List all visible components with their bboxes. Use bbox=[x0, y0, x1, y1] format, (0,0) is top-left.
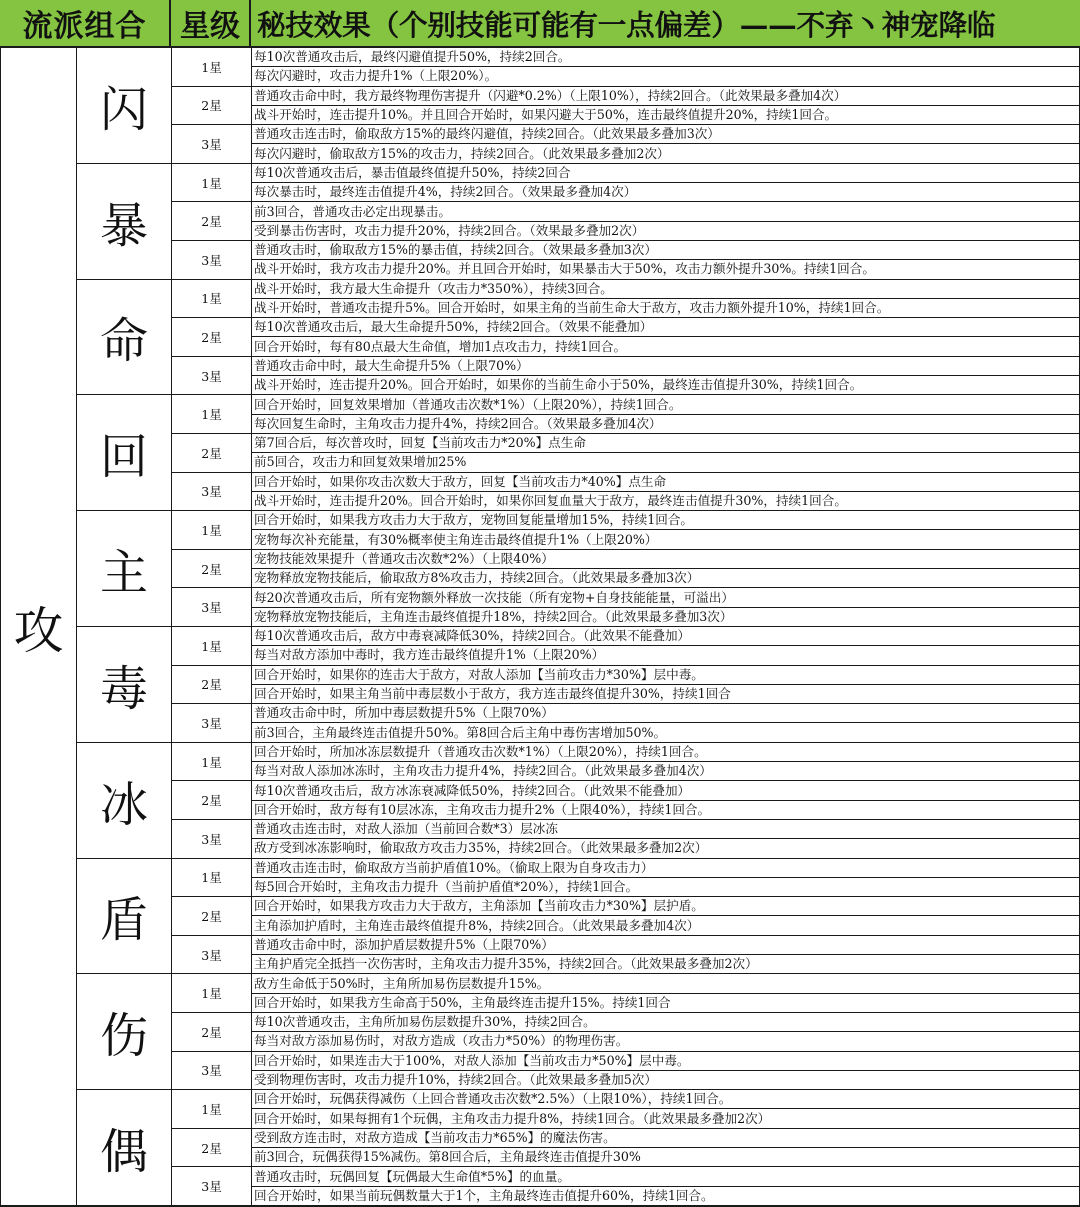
star-level: 1星 bbox=[172, 974, 252, 1013]
school-name: 冰 bbox=[77, 743, 172, 859]
category-label: 攻 bbox=[1, 48, 77, 1205]
star-level: 2星 bbox=[172, 1013, 252, 1052]
effect-line: 回合开始时，敌方每有10层冰冻，主角攻击力提升2%（上限40%），持续1回合。 bbox=[252, 801, 1080, 820]
star-level: 3星 bbox=[172, 1052, 252, 1091]
effect-line: 普通攻击命中时，我方最终物理伤害提升（闪避*0.2%）（上限10%），持续2回合。（此效果最多叠加4次） bbox=[252, 87, 1080, 106]
star-level: 2星 bbox=[172, 434, 252, 473]
effect-line: 战斗开始时，连击提升20%。回合开始时，如果你的当前生命小于50%，最终连击值提升30%，持续1回合。 bbox=[252, 376, 1080, 395]
effect-line: 第7回合后，每次普攻时，回复【当前攻击力*20%】点生命 bbox=[252, 434, 1080, 453]
effect-line: 每10次普通攻击后，暴击值最终值提升50%，持续2回合 bbox=[252, 164, 1080, 183]
school-name: 伤 bbox=[77, 974, 172, 1090]
effect-line: 战斗开始时，我方攻击力提升20%。并且回合开始时，如果暴击大于50%，攻击力额外提升30%。持续1回合。 bbox=[252, 260, 1080, 279]
effect-line: 普通攻击命中时，最大生命提升5%（上限70%） bbox=[252, 357, 1080, 376]
effect-line: 每10次普通攻击后，敌方冰冻衰减降低50%，持续2回合。（此效果不能叠加） bbox=[252, 781, 1080, 800]
star-level: 3星 bbox=[172, 704, 252, 743]
header-star: 星级 bbox=[171, 0, 251, 46]
effect-line: 回合开始时，玩偶获得减伤（上回合普通攻击次数*2.5%）（上限10%），持续1回合。 bbox=[252, 1090, 1080, 1109]
header-school: 流派组合 bbox=[0, 0, 171, 46]
effect-line: 战斗开始时，普通攻击提升5%。回合开始时，如果主角的当前生命大于敌方，攻击力额外提升10%，持续1回合。 bbox=[252, 299, 1080, 318]
effect-line: 回合开始时，如果连击大于100%，对敌人添加【当前攻击力*50%】层中毒。 bbox=[252, 1052, 1080, 1071]
effect-line: 回合开始时，每有80点最大生命值，增加1点攻击力，持续1回合。 bbox=[252, 338, 1080, 357]
effect-line: 受到敌方连击时，对敌方造成【当前攻击力*65%】的魔法伤害。 bbox=[252, 1129, 1080, 1148]
effect-line: 宠物释放宠物技能后，偷取敌方8%攻击力，持续2回合。（此效果最多叠加3次） bbox=[252, 569, 1080, 588]
star-level: 2星 bbox=[172, 550, 252, 589]
star-level: 2星 bbox=[172, 87, 252, 126]
effect-line: 每次暴击时，最终连击值提升4%，持续2回合。（效果最多叠加4次） bbox=[252, 183, 1080, 202]
star-level: 3星 bbox=[172, 936, 252, 975]
effect-line: 每当对敌人添加冰冻时，主角攻击力提升4%，持续2回合。（此效果最多叠加4次） bbox=[252, 762, 1080, 781]
effect-line: 回合开始时，所加冰冻层数提升（普通攻击次数*1%）（上限20%），持续1回合。 bbox=[252, 743, 1080, 762]
table-header bbox=[0, 0, 1080, 46]
school-name: 毒 bbox=[77, 627, 172, 743]
star-level: 3星 bbox=[172, 1167, 252, 1206]
effect-line: 前3回合，普通攻击必定出现暴击。 bbox=[252, 202, 1080, 221]
school-name: 命 bbox=[77, 280, 172, 396]
effect-line: 每10次普通攻击后，最终闪避值提升50%，持续2回合。 bbox=[252, 48, 1080, 67]
effect-line: 回合开始时，如果我方攻击力大于敌方，宠物回复能量增加15%，持续1回合。 bbox=[252, 511, 1080, 530]
effect-line: 普通攻击时，偷取敌方15%的暴击值，持续2回合。（效果最多叠加3次） bbox=[252, 241, 1080, 260]
effect-line: 受到物理伤害时，攻击力提升10%，持续2回合。（此效果最多叠加5次） bbox=[252, 1071, 1080, 1090]
star-level: 1星 bbox=[172, 395, 252, 434]
school-name: 闪 bbox=[77, 48, 172, 164]
effect-line: 受到暴击伤害时，攻击力提升20%，持续2回合。（效果最多叠加2次） bbox=[252, 222, 1080, 241]
effect-line: 战斗开始时，我方最大生命提升（攻击力*350%），持续3回合。 bbox=[252, 280, 1080, 299]
effect-line: 宠物每次补充能量，有30%概率使主角连击最终值提升1%（上限20%） bbox=[252, 531, 1080, 550]
effect-line: 回合开始时，如果主角当前中毒层数小于敌方，我方连击最终值提升30%，持续1回合 bbox=[252, 685, 1080, 704]
star-level: 2星 bbox=[172, 318, 252, 357]
effect-line: 每10次普通攻击后，敌方中毒衰减降低30%，持续2回合。（此效果不能叠加） bbox=[252, 627, 1080, 646]
effect-line: 每10次普通攻击后，最大生命提升50%，持续2回合。（效果不能叠加） bbox=[252, 318, 1080, 337]
effect-line: 主角添加护盾时，主角连击最终值提升8%，持续2回合。（此效果最多叠加4次） bbox=[252, 917, 1080, 936]
star-level: 1星 bbox=[172, 511, 252, 550]
star-level: 2星 bbox=[172, 781, 252, 820]
header-effect: 秘技效果（个别技能可能有一点偏差）——不弃丶神宠降临 bbox=[257, 7, 996, 42]
table-body bbox=[0, 46, 1080, 1207]
effect-line: 回合开始时，如果你的连击大于敌方，对敌人添加【当前攻击力*30%】层中毒。 bbox=[252, 666, 1080, 685]
effect-line: 回合开始时，如果我方生命高于50%，主角最终连击提升15%。持续1回合 bbox=[252, 994, 1080, 1013]
effect-line: 回合开始时，如果当前玩偶数量大于1个，主角最终连击值提升60%，持续1回合。 bbox=[252, 1187, 1080, 1206]
effect-line: 敌方生命低于50%时，主角所加易伤层数提升15%。 bbox=[252, 974, 1080, 993]
star-level: 2星 bbox=[172, 666, 252, 705]
effect-line: 普通攻击时，玩偶回复【玩偶最大生命值*5%】的血量。 bbox=[252, 1167, 1080, 1186]
school-name: 暴 bbox=[77, 164, 172, 280]
effect-line: 回合开始时，如果你攻击次数大于敌方，回复【当前攻击力*40%】点生命 bbox=[252, 473, 1080, 492]
star-level: 1星 bbox=[172, 280, 252, 319]
effect-line: 敌方受到冰冻影响时，偷取敌方攻击力35%，持续2回合。（此效果最多叠加2次） bbox=[252, 839, 1080, 858]
star-level: 1星 bbox=[172, 627, 252, 666]
effect-line: 宠物技能效果提升（普通攻击次数*2%）（上限40%） bbox=[252, 550, 1080, 569]
effect-line: 普通攻击命中时，所加中毒层数提升5%（上限70%） bbox=[252, 704, 1080, 723]
effect-line: 普通攻击连击时，偷取敌方当前护盾值10%。（偷取上限为自身攻击力） bbox=[252, 859, 1080, 878]
star-level: 1星 bbox=[172, 859, 252, 898]
effect-line: 主角护盾完全抵挡一次伤害时，主角攻击力提升35%，持续2回合。（此效果最多叠加2次） bbox=[252, 955, 1080, 974]
effect-line: 回合开始时，如果每拥有1个玩偶，主角攻击力提升8%，持续1回合。（此效果最多叠加2次） bbox=[252, 1110, 1080, 1129]
star-level: 2星 bbox=[172, 897, 252, 936]
school-name: 偶 bbox=[77, 1090, 172, 1206]
effect-line: 前3回合，玩偶获得15%减伤。第8回合后，主角最终连击值提升30% bbox=[252, 1148, 1080, 1167]
star-level: 3星 bbox=[172, 357, 252, 396]
star-level: 3星 bbox=[172, 125, 252, 164]
effect-line: 回合开始时，如果我方攻击力大于敌方，主角添加【当前攻击力*30%】层护盾。 bbox=[252, 897, 1080, 916]
star-level: 3星 bbox=[172, 588, 252, 627]
star-level: 2星 bbox=[172, 1129, 252, 1168]
star-level: 3星 bbox=[172, 820, 252, 859]
effect-line: 每5回合开始时，主角攻击力提升（当前护盾值*20%），持续1回合。 bbox=[252, 878, 1080, 897]
effect-line: 每10次普通攻击，主角所加易伤层数提升30%，持续2回合。 bbox=[252, 1013, 1080, 1032]
effect-line: 前3回合，主角最终连击值提升50%。第8回合后主角中毒伤害增加50%。 bbox=[252, 724, 1080, 743]
star-level: 1星 bbox=[172, 743, 252, 782]
effect-line: 战斗开始时，连击提升10%。并且回合开始时，如果闪避大于50%，连击最终值提升20%，持续1回合。 bbox=[252, 106, 1080, 125]
effect-line: 每次回复生命时，主角攻击力提升4%，持续2回合。（效果最多叠加4次） bbox=[252, 415, 1080, 434]
effect-line: 普通攻击连击时，偷取敌方15%的最终闪避值，持续2回合。（此效果最多叠加3次） bbox=[252, 125, 1080, 144]
star-level: 2星 bbox=[172, 202, 252, 241]
effect-line: 战斗开始时，连击提升20%。回合开始时，如果你回复血量大于敌方，最终连击值提升30%，持续1回合。 bbox=[252, 492, 1080, 511]
star-level: 3星 bbox=[172, 241, 252, 280]
effect-line: 宠物释放宠物技能后，主角连击最终值提升18%，持续2回合。（此效果最多叠加3次） bbox=[252, 608, 1080, 627]
star-level: 1星 bbox=[172, 1090, 252, 1129]
effect-line: 普通攻击连击时，对敌人添加（当前回合数*3）层冰冻 bbox=[252, 820, 1080, 839]
effect-line: 普通攻击命中时，添加护盾层数提升5%（上限70%） bbox=[252, 936, 1080, 955]
school-name: 主 bbox=[77, 511, 172, 627]
effect-line: 回合开始时，回复效果增加（普通攻击次数*1%）（上限20%），持续1回合。 bbox=[252, 395, 1080, 414]
effect-line: 前5回合，攻击力和回复效果增加25% bbox=[252, 453, 1080, 472]
school-name: 回 bbox=[77, 395, 172, 511]
effect-line: 每次闪避时，偷取敌方15%的攻击力，持续2回合。（此效果最多叠加2次） bbox=[252, 145, 1080, 164]
effect-line: 每当对敌方添加易伤时，对敌方造成（攻击力*50%）的物理伤害。 bbox=[252, 1032, 1080, 1051]
effect-line: 每当对敌方添加中毒时，我方连击最终值提升1%（上限20%） bbox=[252, 646, 1080, 665]
star-level: 1星 bbox=[172, 48, 252, 87]
effect-line: 每次闪避时，攻击力提升1%（上限20%）。 bbox=[252, 67, 1080, 86]
star-level: 3星 bbox=[172, 473, 252, 512]
school-name: 盾 bbox=[77, 859, 172, 975]
effect-line: 每20次普通攻击后，所有宠物额外释放一次技能（所有宠物+自身技能能量，可溢出） bbox=[252, 588, 1080, 607]
star-level: 1星 bbox=[172, 164, 252, 203]
